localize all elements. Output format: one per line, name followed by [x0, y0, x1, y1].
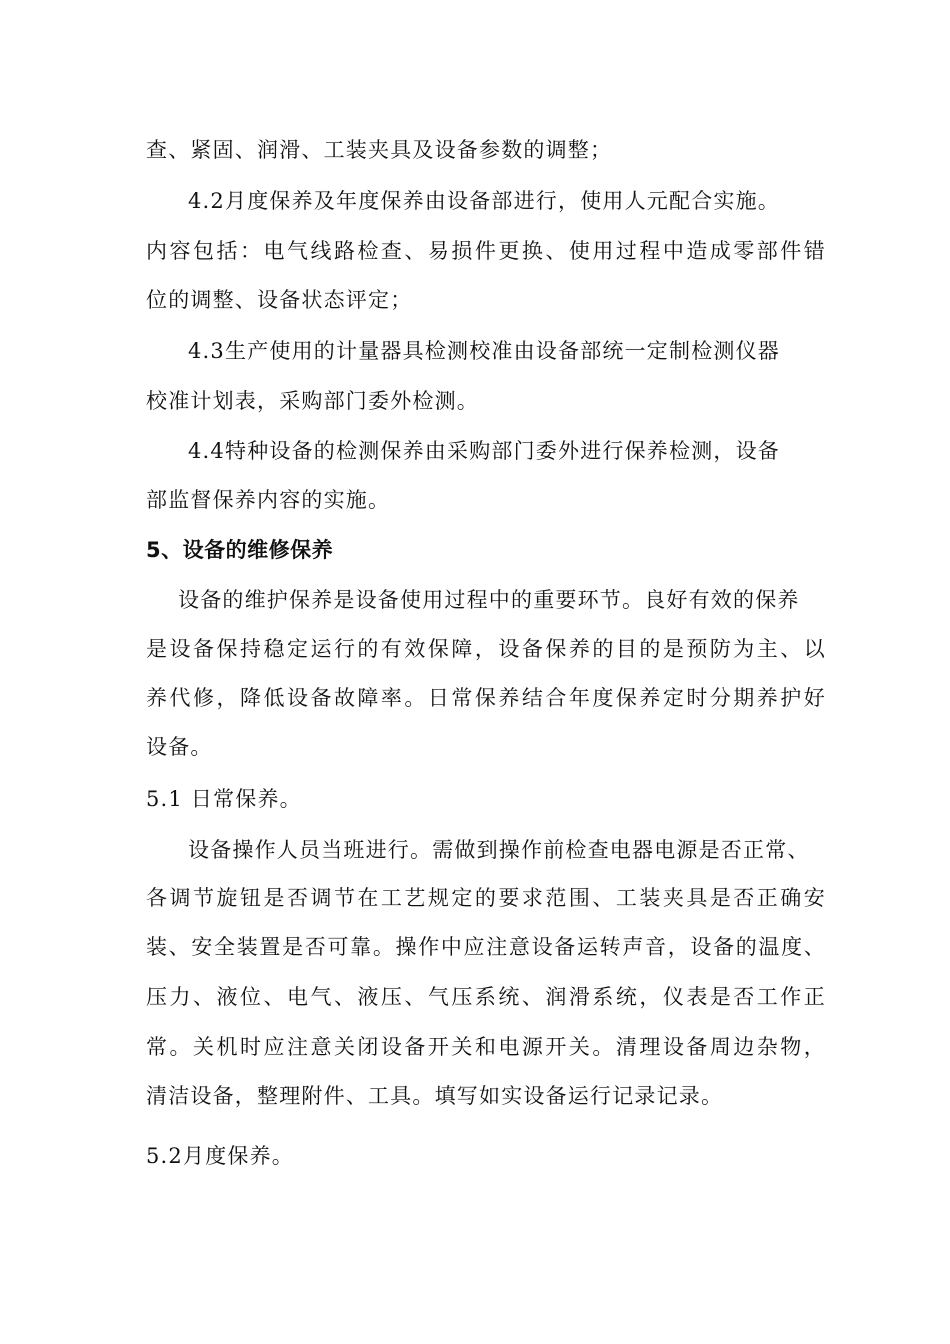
paragraph-line: 内容包括：电气线路检查、易损件更换、使用过程中造成零部件错 [146, 239, 826, 263]
paragraph-line: 部监督保养内容的实施。 [146, 488, 391, 512]
paragraph-line: 是设备保持稳定运行的有效保障，设备保养的目的是预防为主、以 [146, 637, 826, 661]
paragraph-line: 常。关机时应注意关闭设备开关和电源开关。清理设备周边杂物， [146, 1035, 826, 1059]
paragraph-line: 装、安全装置是否可靠。操作中应注意设备运转声音，设备的温度、 [146, 935, 826, 959]
paragraph-line: 位的调整、设备状态评定； [146, 288, 413, 312]
subsection-heading: 5.1 日常保养。 [146, 787, 302, 811]
paragraph-line: 设备操作人员当班进行。需做到操作前检查电器电源是否正常、 [188, 838, 810, 862]
paragraph-line: 校准计划表，采购部门委外检测。 [146, 389, 479, 413]
paragraph-line: 清洁设备，整理附件、工具。填写如实设备运行记录记录。 [146, 1084, 724, 1108]
paragraph-line: 设备。 [146, 735, 213, 759]
section-heading: 5、设备的维修保养 [146, 538, 334, 562]
paragraph-line: 设备的维护保养是设备使用过程中的重要环节。良好有效的保养 [178, 588, 800, 612]
paragraph-line: 4.2月度保养及年度保养由设备部进行，使用人元配合实施。 [188, 189, 780, 213]
paragraph-line: 查、紧固、润滑、工装夹具及设备参数的调整； [146, 138, 613, 162]
paragraph-line: 各调节旋钮是否调节在工艺规定的要求范围、工装夹具是否正确安 [146, 886, 826, 910]
paragraph-line: 养代修，降低设备故障率。日常保养结合年度保养定时分期养护好 [146, 686, 826, 710]
paragraph-line: 4.3生产使用的计量器具检测校准由设备部统一定制检测仪器 [188, 339, 780, 363]
paragraph-line: 压力、液位、电气、液压、气压系统、润滑系统，仪表是否工作正 [146, 985, 826, 1009]
paragraph-line: 4.4特种设备的检测保养由采购部门委外进行保养检测，设备 [188, 439, 780, 463]
subsection-heading: 5.2月度保养。 [146, 1144, 294, 1168]
